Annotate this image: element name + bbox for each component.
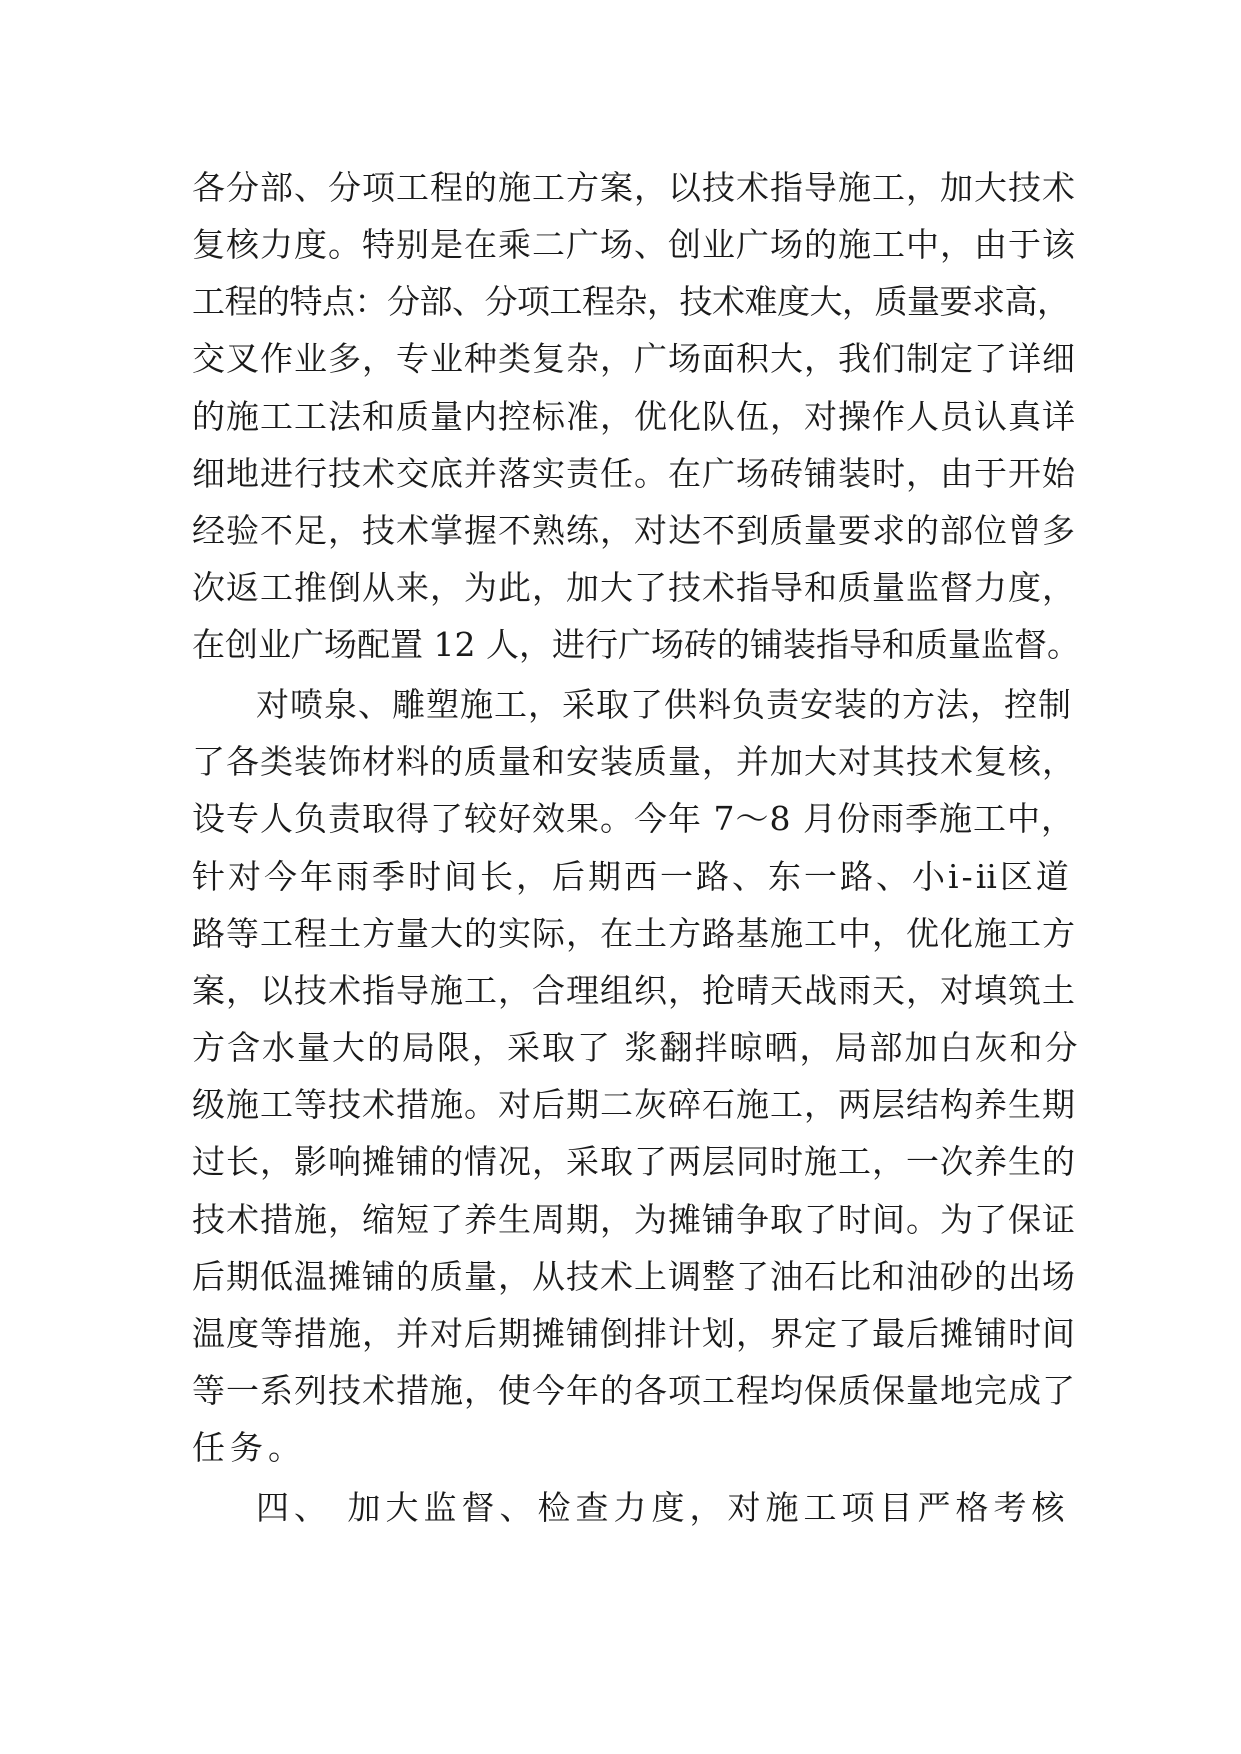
paragraph-2-line-2: 了各类装饰材料的质量和安装质量，并加大对其技术复核， (192, 742, 1076, 781)
paragraph-1-line-2: 复核力度。特别是在乘二广场、创业广场的施工中，由于该 (192, 225, 1076, 264)
paragraph-2-line-8: 级施工等技术措施。对后期二灰碎石施工，两层结构养生期 (192, 1085, 1076, 1124)
paragraph-1-line-9: 在创业广场配置 12 人，进行广场砖的铺装指导和质量监督。 (192, 625, 1080, 664)
paragraph-1-line-3: 工程的特点：分部、分项工程杂，技术难度大，质量要求高， (192, 282, 1070, 321)
paragraph-1-line-4: 交叉作业多，专业种类复杂，广场面积大，我们制定了详细 (192, 339, 1076, 378)
paragraph-2-line-12: 温度等措施，并对后期摊铺倒排计划，界定了最后摊铺时间 (192, 1314, 1076, 1353)
paragraph-2-line-7: 方含水量大的局限，采取了 浆翻拌晾晒，局部加白灰和分 (192, 1028, 1080, 1067)
paragraph-1-line-5: 的施工工法和质量内控标准，优化队伍，对操作人员认真详 (192, 397, 1076, 436)
paragraph-2-line-10: 技术措施，缩短了养生周期，为摊铺争取了时间。为了保证 (192, 1200, 1076, 1239)
paragraph-2-line-11: 后期低温摊铺的质量，从技术上调整了油石比和油砂的出场 (192, 1257, 1076, 1296)
paragraph-2-line-5: 路等工程土方量大的实际，在土方路基施工中，优化施工方 (192, 914, 1076, 953)
paragraph-1-line-7: 经验不足，技术掌握不熟练，对达不到质量要求的部位曾多 (192, 511, 1076, 550)
paragraph-2-line-13: 等一系列技术措施，使今年的各项工程均保质保量地完成了 (192, 1371, 1076, 1410)
paragraph-2-line-1: 对喷泉、雕塑施工，采取了供料负责安装的方法，控制 (256, 685, 1072, 724)
paragraph-2-line-4: 针对今年雨季时间长，后期西一路、东一路、小ⅰ-ⅱ区道 (192, 857, 1072, 896)
paragraph-1-line-8: 次返工推倒从来，为此，加大了技术指导和质量监督力度， (192, 568, 1076, 607)
section-heading: 四、 加大监督、检查力度，对施工项目严格考核 (256, 1488, 1070, 1527)
paragraph-1-line-1: 各分部、分项工程的施工方案，以技术指导施工，加大技术 (192, 168, 1076, 207)
paragraph-2-line-14: 任务。 (192, 1428, 306, 1467)
paragraph-1-line-6: 细地进行技术交底并落实责任。在广场砖铺装时，由于开始 (192, 454, 1076, 493)
paragraph-2-line-9: 过长，影响摊铺的情况，采取了两层同时施工，一次养生的 (192, 1142, 1076, 1181)
paragraph-2-line-6: 案，以技术指导施工，合理组织，抢晴天战雨天，对填筑土 (192, 971, 1076, 1010)
paragraph-2-line-3: 设专人负责取得了较好效果。今年 7～8 月份雨季施工中， (192, 799, 1075, 838)
